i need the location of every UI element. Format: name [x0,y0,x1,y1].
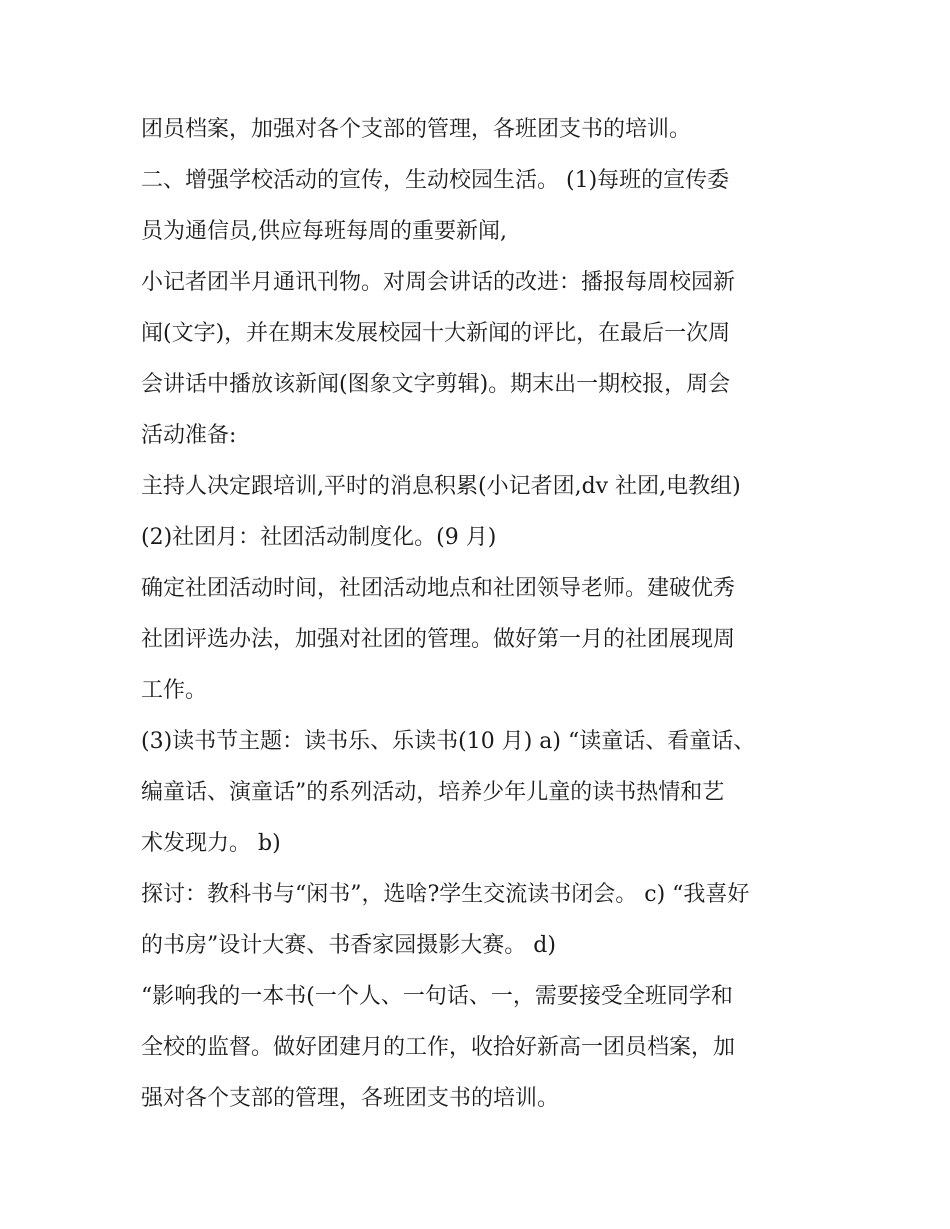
text-line: 会讲话中播放该新闻(图象文字剪辑)。期末出一期校报，周会 [141,372,731,397]
text-line: 的书房”设计大赛、书香家园摄影大赛。 d) [141,933,556,958]
text-line: 二、增强学校活动的宣传，生动校园生活。 (1)每班的宣传委 [141,168,730,193]
text-line: 强对各个支部的管理，各班团支书的培训。 [141,1086,560,1111]
text-line: 工作。 [141,678,208,703]
text-line: (2)社团月：社团活动制度化。(9 月) [141,525,497,550]
text-line: 探讨：教科书与“闲书”，选啥?学生交流读书闭会。 c) “我喜好 [141,882,750,907]
text-line: 社团评选办法，加强对社团的管理。做好第一月的社团展现周 [141,627,736,652]
text-line: 员为通信员,供应每班每周的重要新闻, [141,219,507,244]
text-line: 主持人决定跟培训,平时的消息积累(小记者团,dv 社团,电教组) [141,474,741,499]
text-line: 小记者团半月通讯刊物。对周会讲话的改进：播报每周校园新 [141,270,736,295]
text-line: 团员档案，加强对各个支部的管理，各班团支书的培训。 [141,117,692,142]
text-line: 全校的监督。做好团建月的工作，收拾好新高一团员档案，加 [141,1035,736,1060]
document-body [141,104,831,1124]
text-line: (3)读书节主题：读书乐、乐读书(10 月) a) “读童话、看童话、 [141,729,756,754]
text-line: “影响我的一本书(一个人、一句话、一，需要接受全班同学和 [141,984,733,1009]
text-line: 活动准备: [141,423,237,448]
text-line: 术发现力。 b) [141,831,281,856]
text-line: 闻(文字)，并在期末发展校园十大新闻的评比，在最后一次周 [141,321,731,346]
text-line: 确定社团活动时间，社团活动地点和社团领导老师。建破优秀 [141,576,736,601]
text-line: 编童话、演童话”的系列活动，培养少年儿童的读书热情和艺 [141,780,725,805]
